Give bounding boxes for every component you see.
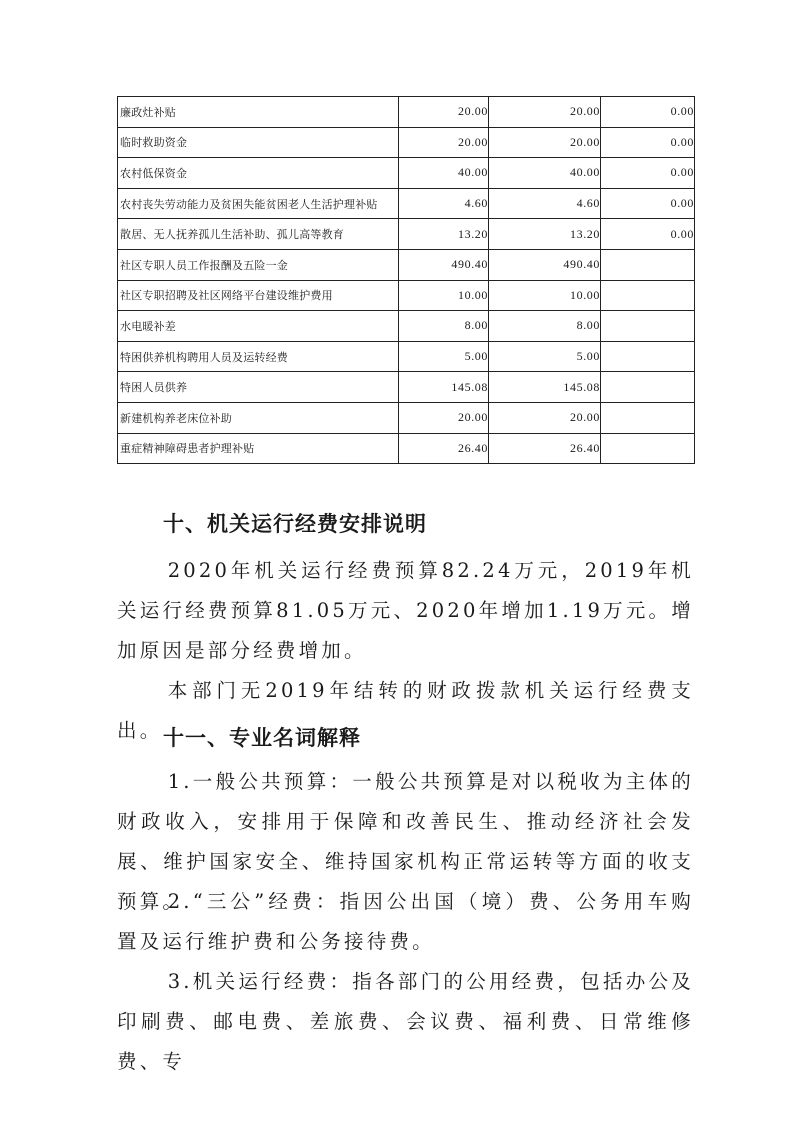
item-name-cell: 农村丧失劳动能力及贫困失能贫困老人生活护理补贴	[118, 188, 399, 219]
amount-cell-3: 0.00	[601, 188, 695, 219]
table-row	[118, 158, 695, 189]
table-row	[118, 249, 695, 280]
amount-cell-1: 10.00	[399, 280, 489, 311]
item-name-cell: 水电暖补差	[118, 311, 399, 342]
item-name-cell: 农村低保资金	[118, 158, 399, 189]
section-11-heading: 十一、专业名词解释	[163, 726, 361, 750]
amount-cell-2: 5.00	[489, 341, 601, 372]
table-row	[118, 402, 695, 433]
table-row	[118, 311, 695, 342]
amount-cell-1: 13.20	[399, 219, 489, 250]
amount-cell-3: 0.00	[601, 127, 695, 158]
amount-cell-2: 10.00	[489, 280, 601, 311]
amount-cell-1: 490.40	[399, 249, 489, 280]
amount-cell-3	[601, 280, 695, 311]
amount-cell-2: 4.60	[489, 188, 601, 219]
amount-cell-1: 20.00	[399, 402, 489, 433]
table-body	[118, 97, 695, 464]
item-name-cell: 散居、无人抚养孤儿生活补助、孤儿高等教育	[118, 219, 399, 250]
table-row	[118, 372, 695, 403]
table-row	[118, 97, 695, 128]
amount-cell-3	[601, 249, 695, 280]
amount-cell-1: 8.00	[399, 311, 489, 342]
table-row	[118, 219, 695, 250]
amount-cell-2: 40.00	[489, 158, 601, 189]
amount-cell-3	[601, 311, 695, 342]
amount-cell-3	[601, 372, 695, 403]
amount-cell-1: 26.40	[399, 433, 489, 464]
amount-cell-3	[601, 341, 695, 372]
amount-cell-2: 20.00	[489, 402, 601, 433]
table-row	[118, 127, 695, 158]
definition-agency-operating-expenses: 3.机关运行经费：指各部门的公用经费，包括办公及印刷费、邮电费、差旅费、会议费、福利费、日常维修费、专	[117, 970, 694, 1073]
amount-cell-2: 145.08	[489, 372, 601, 403]
amount-cell-1: 20.00	[399, 97, 489, 128]
section-10-heading: 十、机关运行经费安排说明	[163, 512, 427, 536]
amount-cell-1: 20.00	[399, 127, 489, 158]
section-10-paragraph-budget: 2020年机关运行经费预算82.24万元，2019年机关运行经费预算81.05万元、2020年增加1.19万元。增加原因是部分经费增加。	[117, 559, 694, 662]
amount-cell-3	[601, 402, 695, 433]
amount-cell-1: 40.00	[399, 158, 489, 189]
amount-cell-1: 5.00	[399, 341, 489, 372]
table-row	[118, 280, 695, 311]
amount-cell-3: 0.00	[601, 219, 695, 250]
item-name-cell: 廉政灶补贴	[118, 97, 399, 128]
amount-cell-3: 0.00	[601, 158, 695, 189]
amount-cell-1: 145.08	[399, 372, 489, 403]
amount-cell-2: 8.00	[489, 311, 601, 342]
item-name-cell: 特困人员供养	[118, 372, 399, 403]
budget-items-table	[117, 96, 695, 464]
section-10-paragraph-carryover: 本部门无2019年结转的财政拨款机关运行经费支出。	[117, 679, 694, 742]
definition-three-public-expenses: 2.“三公”经费：指因公出国（境）费、公务用车购置及运行维护费和公务接待费。	[117, 890, 694, 953]
table-row	[118, 341, 695, 372]
item-name-cell: 特困供养机构聘用人员及运转经费	[118, 341, 399, 372]
item-name-cell: 新建机构养老床位补助	[118, 402, 399, 433]
item-name-cell: 临时救助资金	[118, 127, 399, 158]
amount-cell-1: 4.60	[399, 188, 489, 219]
amount-cell-2: 20.00	[489, 127, 601, 158]
table-row	[118, 188, 695, 219]
amount-cell-2: 490.40	[489, 249, 601, 280]
amount-cell-3	[601, 433, 695, 464]
amount-cell-3: 0.00	[601, 97, 695, 128]
amount-cell-2: 20.00	[489, 97, 601, 128]
amount-cell-2: 26.40	[489, 433, 601, 464]
table-row	[118, 433, 695, 464]
item-name-cell: 重症精神障碍患者护理补贴	[118, 433, 399, 464]
item-name-cell: 社区专职招聘及社区网络平台建设维护费用	[118, 280, 399, 311]
definition-general-public-budget: 1.一般公共预算：一般公共预算是对以税收为主体的财政收入，安排用于保障和改善民生、推动经济社会发展、维护国家安全、维持国家机构正常运转等方面的收支预算。	[117, 770, 694, 913]
item-name-cell: 社区专职人员工作报酬及五险一金	[118, 249, 399, 280]
amount-cell-2: 13.20	[489, 219, 601, 250]
